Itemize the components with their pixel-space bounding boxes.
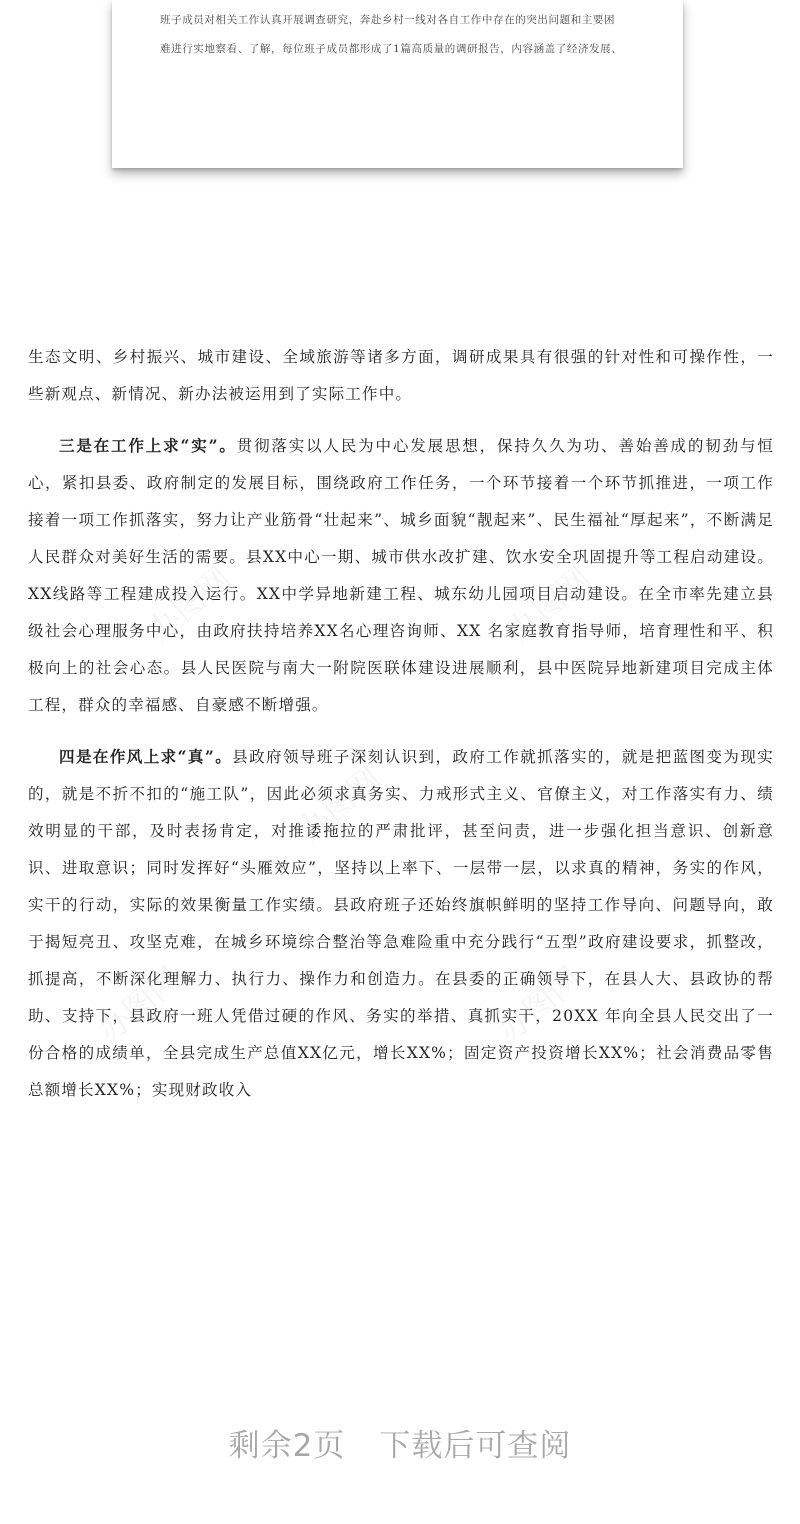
paragraph-style [28,738,774,1109]
paragraph-heading: 三是在工作上求“实”。 [59,436,237,455]
paragraph-heading: 四是在作风上求“真”。 [59,747,233,766]
remaining-pages-text: 剩余2页 [228,1428,346,1464]
download-to-view-text: 下载后可查阅 [379,1428,572,1464]
paragraph-body: 县政府领导班子深刻认识到，政府工作就抓落实的，就是把蓝图变为现实的，就是不折不扣的“施工队”，因此必须求真务实、力戒形式主义、官僚主义，对工作落实有力、绩效明显的干部，及时表扬肯定，对推诿拖拉的严肃批评，甚至问责，进一步强化担当意识、创新意识、进取意识；同时发挥好“头雁效应”，坚持以上率下、一层带一层，以求真的精神，务实的作风，实干的行动，实际的效果衡量工作实绩。县政府班子还始终旗帜鲜明的坚持工作导向、问题导向，敢于揭短亮丑、攻坚克难，在城乡环境综合整治等急难险重中充分践行“五型”政府建设要求，抓整改，抓提高，不断深化理解力、执行力、操作力和创造力。在县委的正确领导下，在县人大、县政协的帮助、支持下，县政府一班人凭借过硬的作风、务实的举措、真抓实干，20XX 年向全县人民交出了一份合格的成绩单，全县完成生产总值XX亿元，增长XX%；固定资产投资增长XX%；社会消费品零售总额增长XX%；实现财政收入 [28,748,774,1099]
preview-text-line: 难进行实地察看、了解，每位班子成员都形成了1篇高质量的调研报告，内容涵盖了经济发展、 [160,43,623,55]
paragraph-body: 贯彻落实以人民为中心发展思想，保持久久为功、善始善成的韧劲与恒心，紧扣县委、政府制定的发展目标，围绕政府工作任务，一个环节接着一个环节抓推进，一项工作接着一项工作抓落实，努力让产业筋骨“壮起来”、城乡面貌“靓起来”、民生福祉“厚起来”，不断满足人民群众对美好生活的需要。县XX中心一期、城市供水改扩建、饮水安全巩固提升等工程启动建设。XX线路等工程建成投入运行。XX中学异地新建工程、城东幼儿园项目启动建设。在全市率先建立县级社会心理服务中心，由政府扶持培养XX名心理咨询师、XX 名家庭教育指导师，培育理性和平、积极向上的社会心态。县人民医院与南大一附院医联体建设进展顺利，县中医院异地新建项目完成主体工程，群众的幸福感、自豪感不断增强。 [28,437,774,714]
preview-text-line: 班子成员对相关工作认真开展调查研究，奔赴乡村一线对各自工作中存在的突出问题和主要困 [160,14,616,26]
document-body [28,339,774,1109]
document-preview-card [112,0,683,168]
paragraph-work [28,427,774,724]
paragraph-continuation: 生态文明、乡村振兴、城市建设、全域旅游等诸多方面，调研成果具有很强的针对性和可操作性，一些新观点、新情况、新办法被运用到了实际工作中。 [28,348,774,403]
download-prompt-banner[interactable] [0,1420,800,1472]
